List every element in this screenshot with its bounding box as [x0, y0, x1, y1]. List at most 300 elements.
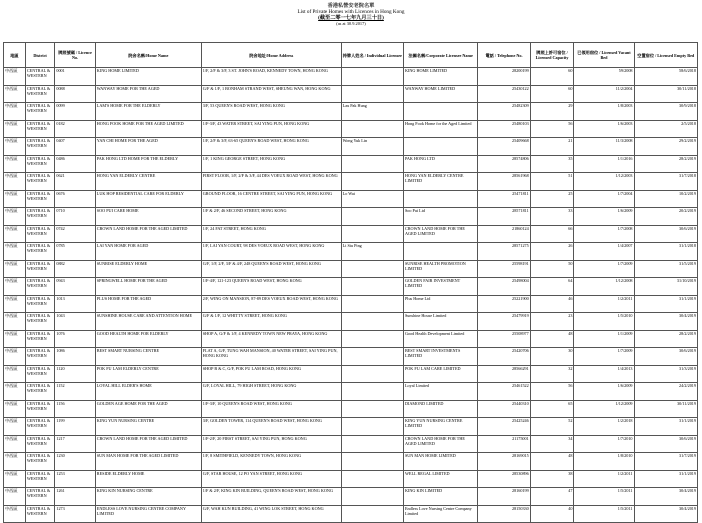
cell-home-name: YAN CHI HOME FOR THE AGED	[95, 138, 201, 156]
cell-home-name: SUN MAN HOME FOR THE AGED LIMITED	[95, 453, 201, 471]
cell-individual-licensee	[341, 208, 403, 226]
cell-licence-no: 1217	[55, 435, 95, 453]
table-row	[4, 68, 698, 86]
cell-home-name: SPRINGWELL HOME FOR THE AGED	[95, 278, 201, 296]
cell-licence-no: 0088	[55, 85, 95, 103]
cell-licensed-capacity: 29	[530, 103, 574, 121]
cell-licence-no: 1253	[55, 470, 95, 488]
cell-licence-no: 1273	[55, 505, 95, 523]
cell-corporate-licensee: Endless Love Nursing Centre Company Limited	[403, 505, 477, 523]
cell-telephone: 25221900	[478, 295, 530, 313]
cell-home-name: KING YUN NURSING CENTRE	[95, 418, 201, 436]
cell-telephone: 28574806	[478, 155, 530, 173]
cell-licensed-empty-bed: 31/3/2019	[634, 365, 697, 383]
table-row	[4, 348, 698, 366]
cell-district-en: CENTRAL & WESTERN	[25, 505, 55, 523]
cell-home-name: HONG FOOK HOME FOR THE AGED LIMITED	[95, 120, 201, 138]
cell-home-address: 3/F, 53 QUEEN'S ROAD WEST, HONG KONG	[201, 103, 341, 121]
cell-individual-licensee	[341, 470, 403, 488]
cell-corporate-licensee	[403, 138, 477, 156]
cell-licensed-capacity: 50	[530, 260, 574, 278]
cell-corporate-licensee: KING HOME LIMITED	[403, 68, 477, 86]
cell-home-name: LAI YAN HOME FOR AGED	[95, 243, 201, 261]
cell-district-en: CENTRAL & WESTERN	[25, 330, 55, 348]
cell-licensed-vacant-bed: 1/2/2011	[574, 470, 634, 488]
cell-home-address: 1/F, 1 KING GEORGE STREET, HONG KONG	[201, 155, 341, 173]
cell-telephone: 25430122	[478, 85, 530, 103]
cell-individual-licensee	[341, 400, 403, 418]
cell-district-zh: 中西區	[4, 383, 26, 401]
cell-licensed-vacant-bed: 1/12/2003	[574, 173, 634, 191]
cell-licence-no: 1152	[55, 383, 95, 401]
cell-district-zh: 中西區	[4, 278, 26, 296]
cell-district-en: CENTRAL & WESTERN	[25, 348, 55, 366]
cell-district-zh: 中西區	[4, 243, 26, 261]
cell-home-address: FIRST FLOOR, 1/F, 2/F & 3/F, 44 DES VOEUX ROAD WEST, HONG KONG	[201, 173, 341, 191]
cell-home-name: LOYAL HILL ELDER'S HOME	[95, 383, 201, 401]
cell-licensed-vacant-bed: 1/8/2010	[574, 453, 634, 471]
cell-home-address: 2/F, WING ON MANSION, 87-89 DES VOEUX ROAD WEST, HONG KONG	[201, 295, 341, 313]
cell-licensed-vacant-bed: 1/7/2004	[574, 190, 634, 208]
table-row	[4, 383, 698, 401]
table-row	[4, 400, 698, 418]
cell-licensed-empty-bed: 20/2/2019	[634, 208, 697, 226]
cell-home-address: G/F, LOYAL HILL, 79 HIGH STREET, HONG KONG	[201, 383, 341, 401]
table-header-row	[4, 43, 698, 68]
cell-corporate-licensee: Good Health Development Limited	[403, 330, 477, 348]
cell-licence-no: 1043	[55, 313, 95, 331]
cell-district-en: CENTRAL & WESTERN	[25, 278, 55, 296]
cell-telephone: 28566291	[478, 365, 530, 383]
cell-licence-no: 0785	[55, 243, 95, 261]
cell-licensed-vacant-bed: 1/5/2011	[574, 488, 634, 506]
title-chinese: 香港私營安老院名單	[327, 3, 375, 9]
cell-individual-licensee	[341, 120, 403, 138]
cell-home-address: 1/F, 24 FAT STREET, HONG KONG	[201, 225, 341, 243]
cell-telephone: 25598191	[478, 260, 530, 278]
cell-home-name: KING KIN NURSING CENTRE	[95, 488, 201, 506]
table-row	[4, 313, 698, 331]
cell-licence-no: 1261	[55, 488, 95, 506]
cell-licensed-capacity: 60	[530, 85, 574, 103]
document-header	[0, 3, 702, 27]
cell-district-zh: 中西區	[4, 85, 26, 103]
cell-licensed-vacant-bed: 1/5/2010	[574, 313, 634, 331]
cell-licence-no: 0621	[55, 173, 95, 191]
cell-district-zh: 中西區	[4, 138, 26, 156]
cell-district-zh: 中西區	[4, 400, 26, 418]
cell-district-en: CENTRAL & WESTERN	[25, 138, 55, 156]
cell-licence-no: 1199	[55, 418, 95, 436]
cell-licensed-capacity: 38	[530, 470, 574, 488]
cell-licensed-empty-bed: 30/6/2019	[634, 348, 697, 366]
column-header: 牌照上許可宿位 / Licensed Capacity	[530, 43, 574, 68]
cell-district-zh: 中西區	[4, 225, 26, 243]
cell-telephone: 25425246	[478, 418, 530, 436]
cell-corporate-licensee: Loyal Limited	[403, 383, 477, 401]
column-header: 牌照號碼 / Licence No.	[55, 43, 95, 68]
cell-home-address: G/F, 1/F, 2/F, 3/F & 4/F, 248 QUEEN'S ROAD WEST, HONG KONG	[201, 260, 341, 278]
cell-licensed-capacity: 40	[530, 505, 574, 523]
cell-corporate-licensee: CROWN LAND HOME FOR THE AGED LIMITED	[403, 225, 477, 243]
cell-licensed-capacity: 26	[530, 243, 574, 261]
cell-home-address: 1/F, 8 SMITHFIELD, KENNEDY TOWN, HONG KONG	[201, 453, 341, 471]
cell-licence-no: 1076	[55, 330, 95, 348]
table-row	[4, 208, 698, 226]
cell-licensed-capacity: 23	[530, 313, 574, 331]
cell-individual-licensee	[341, 85, 403, 103]
cell-district-en: CENTRAL & WESTERN	[25, 400, 55, 418]
cell-licensed-empty-bed: 31/1/2018	[634, 243, 697, 261]
table-row	[4, 85, 698, 103]
cell-district-zh: 中西區	[4, 418, 26, 436]
cell-individual-licensee	[341, 260, 403, 278]
cell-individual-licensee	[341, 225, 403, 243]
cell-telephone: 28561968	[478, 173, 530, 191]
table-row	[4, 330, 698, 348]
cell-licensed-vacant-bed: 1/12/2008	[574, 278, 634, 296]
cell-corporate-licensee: CROWN LAND HOME FOR THE AGED LIMITED	[403, 435, 477, 453]
cell-licensed-empty-bed: 30/9/2018	[634, 103, 697, 121]
cell-licence-no: 0182	[55, 120, 95, 138]
cell-individual-licensee	[341, 295, 403, 313]
cell-licensed-empty-bed: 31/7/2019	[634, 453, 697, 471]
cell-individual-licensee: Lau Pak Hung	[341, 103, 403, 121]
table-row	[4, 225, 698, 243]
cell-home-address: G/F, WAH KUN BUILDING, 41 WING LOK STREET, HONG KONG	[201, 505, 341, 523]
table-row	[4, 470, 698, 488]
cell-home-name: GOLDEN AGE HOME FOR THE AGED	[95, 400, 201, 418]
cell-district-zh: 中西區	[4, 120, 26, 138]
cell-telephone: 28530896	[478, 470, 530, 488]
cell-individual-licensee: Lo Wai	[341, 190, 403, 208]
cell-licence-no: 1086	[55, 348, 95, 366]
cell-individual-licensee	[341, 453, 403, 471]
cell-licensed-empty-bed: 2/5/2018	[634, 120, 697, 138]
cell-licensed-vacant-bed: 1/1/2016	[574, 155, 634, 173]
cell-district-zh: 中西區	[4, 155, 26, 173]
cell-licensed-vacant-bed: 11/3/2008	[574, 138, 634, 156]
cell-licensed-capacity: 66	[530, 225, 574, 243]
cell-district-zh: 中西區	[4, 435, 26, 453]
cell-district-zh: 中西區	[4, 208, 26, 226]
column-header: District	[25, 43, 55, 68]
cell-telephone: 25461522	[478, 383, 530, 401]
cell-individual-licensee	[341, 348, 403, 366]
cell-corporate-licensee: Hong Fook Home for the Aged Limited	[403, 120, 477, 138]
cell-district-en: CENTRAL & WESTERN	[25, 470, 55, 488]
cell-licensed-empty-bed: 31/1/2019	[634, 470, 697, 488]
cell-licensed-capacity: 30	[530, 348, 574, 366]
cell-district-zh: 中西區	[4, 488, 26, 506]
date-english: (as at 30.9.2017)	[336, 21, 366, 26]
cell-licensed-vacant-bed: 1/8/2003	[574, 103, 634, 121]
cell-individual-licensee	[341, 488, 403, 506]
cell-licensed-empty-bed: 58/6/2018	[634, 68, 697, 86]
cell-corporate-licensee: WANWAY HOME LIMITED	[403, 85, 477, 103]
cell-licensed-capacity: 48	[530, 330, 574, 348]
cell-telephone: 25420706	[478, 348, 530, 366]
cell-telephone: 21860124	[478, 225, 530, 243]
cell-licensed-empty-bed: 30/4/2019	[634, 313, 697, 331]
cell-licensed-empty-bed: 30/6/2019	[634, 435, 697, 453]
cell-individual-licensee	[341, 330, 403, 348]
cell-corporate-licensee: KING YUN NURSING CENTRE LIMITED	[403, 418, 477, 436]
cell-home-address: FLAT A, G/F, TUNG WAH MANSION, 40 WATER STREET, SAI YING PUN, HONG KONG	[201, 348, 341, 366]
cell-corporate-licensee: Plus Home Ltd	[403, 295, 477, 313]
cell-licensed-vacant-bed: 1/5/2011	[574, 505, 634, 523]
cell-district-en: CENTRAL & WESTERN	[25, 85, 55, 103]
table-row	[4, 295, 698, 313]
table-row	[4, 260, 698, 278]
cell-corporate-licensee: WELL REGAL LIMITED	[403, 470, 477, 488]
column-header: 空置宿位 / Licensed Empty Bed	[634, 43, 697, 68]
cell-home-name: HONG YAN ELDERLY CENTRE	[95, 173, 201, 191]
cell-licensed-empty-bed: 10/2/2019	[634, 190, 697, 208]
cell-individual-licensee	[341, 365, 403, 383]
cell-licensed-capacity: 34	[530, 435, 574, 453]
cell-licence-no: 0099	[55, 103, 95, 121]
cell-home-name: ENDLESS LOVE NURSING CENTRE COMPANY LIMITED	[95, 505, 201, 523]
cell-licensed-empty-bed: 29/2/2019	[634, 138, 697, 156]
cell-licence-no: 1230	[55, 453, 95, 471]
cell-licence-no: 0882	[55, 260, 95, 278]
table-row	[4, 243, 698, 261]
cell-district-zh: 中西區	[4, 103, 26, 121]
cell-licensed-empty-bed: 30/6/2019	[634, 225, 697, 243]
cell-home-address: SHOP B & C, G/F, POK FU LAM ROAD, HONG KONG	[201, 365, 341, 383]
cell-licensed-vacant-bed: 1/1/2009	[574, 330, 634, 348]
cell-telephone: 25480103	[478, 120, 530, 138]
cell-district-en: CENTRAL & WESTERN	[25, 173, 55, 191]
cell-licensed-capacity: 47	[530, 488, 574, 506]
cell-district-en: CENTRAL & WESTERN	[25, 313, 55, 331]
cell-home-address: 1/F-4/F, 121-123 QUEEN'S ROAD WEST, HONG KONG	[201, 278, 341, 296]
cell-telephone: 28160199	[478, 488, 530, 506]
cell-home-name: PAK HONG LTD HOME FOR THE ELDERLY	[95, 155, 201, 173]
cell-licensed-empty-bed: 31/5/2019	[634, 260, 697, 278]
cell-licensed-capacity: 33	[530, 208, 574, 226]
cell-district-en: CENTRAL & WESTERN	[25, 260, 55, 278]
cell-district-en: CENTRAL & WESTERN	[25, 120, 55, 138]
cell-licence-no: 1156	[55, 400, 95, 418]
cell-licensed-capacity: 56	[530, 120, 574, 138]
cell-telephone: 28200199	[478, 68, 530, 86]
cell-home-address: 1/F, 2/F & 3/F, 3 ST. JOHN'S ROAD, KENNEDY TOWN, HONG KONG	[201, 68, 341, 86]
cell-licensed-vacant-bed: 59/2008	[574, 68, 634, 86]
cell-individual-licensee	[341, 278, 403, 296]
cell-district-zh: 中西區	[4, 68, 26, 86]
homes-table	[3, 42, 698, 523]
cell-district-zh: 中西區	[4, 173, 26, 191]
cell-telephone: 25482309	[478, 103, 530, 121]
cell-licensed-capacity: 46	[530, 295, 574, 313]
column-header: 持牌人姓名 / Individual Licensee	[341, 43, 403, 68]
cell-licensed-capacity: 51	[530, 173, 574, 191]
cell-district-zh: 中西區	[4, 348, 26, 366]
cell-licensed-vacant-bed: 1/6/2003	[574, 120, 634, 138]
cell-licence-no: 0486	[55, 155, 95, 173]
cell-individual-licensee	[341, 383, 403, 401]
column-header: 院舍名稱/Home Name	[95, 43, 201, 68]
cell-district-en: CENTRAL & WESTERN	[25, 155, 55, 173]
cell-telephone: 25471811	[478, 190, 530, 208]
cell-home-name: SUNRISE ELDERLY HOME	[95, 260, 201, 278]
column-header: 法團名稱/Corporate Licensee Name	[403, 43, 477, 68]
cell-district-en: CENTRAL & WESTERN	[25, 225, 55, 243]
cell-home-name: SUNSHINE HOUSE CARE AND ATTENTION HOME	[95, 313, 201, 331]
cell-licensed-capacity: 56	[530, 383, 574, 401]
cell-licensed-capacity: 25	[530, 190, 574, 208]
cell-licensed-capacity: 60	[530, 68, 574, 86]
cell-home-name: POK FU LAM ELDERLY CENTRE	[95, 365, 201, 383]
cell-corporate-licensee: BEST SMART INVESTMENTS LIMITED	[403, 348, 477, 366]
cell-corporate-licensee: Soo Pui Ltd	[403, 208, 477, 226]
table-row	[4, 505, 698, 523]
cell-home-address: G/F & 1/F, 12 WHITTY STREET, HONG KONG	[201, 313, 341, 331]
cell-individual-licensee	[341, 173, 403, 191]
cell-licensed-vacant-bed: 1/4/2007	[574, 243, 634, 261]
cell-district-zh: 中西區	[4, 453, 26, 471]
cell-licensed-vacant-bed: 1/4/2013	[574, 365, 634, 383]
cell-individual-licensee	[341, 155, 403, 173]
cell-corporate-licensee: SUN MAN HOME LIMITED	[403, 453, 477, 471]
cell-licensed-capacity: 35	[530, 155, 574, 173]
cell-licensed-empty-bed: 31/7/2018	[634, 173, 697, 191]
column-header: 已領用宿位 / Licensed Vacant Bed	[574, 43, 634, 68]
cell-corporate-licensee: GOLDEN FAIR INVESTMENT LIMITED	[403, 278, 477, 296]
cell-corporate-licensee	[403, 190, 477, 208]
cell-district-en: CENTRAL & WESTERN	[25, 365, 55, 383]
cell-licensed-capacity: 21	[530, 138, 574, 156]
cell-district-en: CENTRAL & WESTERN	[25, 208, 55, 226]
table-row	[4, 173, 698, 191]
cell-district-zh: 中西區	[4, 470, 26, 488]
cell-corporate-licensee	[403, 103, 477, 121]
cell-corporate-licensee	[403, 243, 477, 261]
cell-district-en: CENTRAL & WESTERN	[25, 453, 55, 471]
cell-telephone: 28150330	[478, 505, 530, 523]
table-row	[4, 365, 698, 383]
table-row	[4, 435, 698, 453]
table-row	[4, 453, 698, 471]
cell-home-address: SHOP A, G/F & 1/F, 4 KENNEDY TOWN NEW PRAYA, HONG KONG	[201, 330, 341, 348]
cell-district-en: CENTRAL & WESTERN	[25, 383, 55, 401]
date-chinese: (截至二零一七年九月三十日)	[318, 15, 384, 21]
cell-district-en: CENTRAL & WESTERN	[25, 68, 55, 86]
cell-licensed-empty-bed: 28/2/2019	[634, 330, 697, 348]
cell-district-en: CENTRAL & WESTERN	[25, 190, 55, 208]
cell-district-zh: 中西區	[4, 295, 26, 313]
cell-individual-licensee	[341, 68, 403, 86]
cell-district-en: CENTRAL & WESTERN	[25, 243, 55, 261]
title-english: List of Private Homes with Licences in Hong Kong	[297, 9, 405, 15]
cell-home-address: G/F, STAR HOUSE, 12 PO YAN STREET, HONG KONG	[201, 470, 341, 488]
cell-district-zh: 中西區	[4, 190, 26, 208]
cell-licensed-capacity: 52	[530, 418, 574, 436]
cell-licence-no: 0001	[55, 68, 95, 86]
cell-district-en: CENTRAL & WESTERN	[25, 295, 55, 313]
cell-licensed-empty-bed: 24/2/2019	[634, 383, 697, 401]
column-header: 院舍地址/Home Address	[201, 43, 341, 68]
cell-individual-licensee: Li Siu Ping	[341, 243, 403, 261]
cell-home-address: 1/F, 2/F & 3/F, 63-65 QUEEN'S ROAD WEST, HONG KONG	[201, 138, 341, 156]
cell-licence-no: 0676	[55, 190, 95, 208]
cell-licensed-vacant-bed: 1/6/2009	[574, 208, 634, 226]
cell-licensed-empty-bed: 30/11/2019	[634, 400, 697, 418]
cell-corporate-licensee: DIAMOND LIMITED	[403, 400, 477, 418]
cell-licensed-capacity: 65	[530, 400, 574, 418]
cell-telephone: 25409668	[478, 138, 530, 156]
cell-licensed-empty-bed: 30/4/2019	[634, 505, 697, 523]
table-row	[4, 120, 698, 138]
cell-licensed-empty-bed: 31/10/2019	[634, 278, 697, 296]
cell-corporate-licensee: SUNRISE HEALTH PROMOTION LIMITED	[403, 260, 477, 278]
cell-licensed-vacant-bed: 11/2/2004	[574, 85, 634, 103]
cell-home-name: KING HOME LIMITED	[95, 68, 201, 86]
cell-licensed-vacant-bed: 1/7/2010	[574, 435, 634, 453]
cell-home-name: LAM'S HOME FOR THE ELDERLY	[95, 103, 201, 121]
cell-home-address: 1/F & 2/F, KING KIN BUILDING, QUEEN'S ROAD WEST, HONG KONG	[201, 488, 341, 506]
table-row	[4, 103, 698, 121]
cell-licensed-capacity: 64	[530, 278, 574, 296]
cell-telephone: 25508977	[478, 330, 530, 348]
cell-district-en: CENTRAL & WESTERN	[25, 418, 55, 436]
cell-corporate-licensee: POK FU LAM CARE LIMITED	[403, 365, 477, 383]
cell-licensed-vacant-bed: 1/7/2009	[574, 348, 634, 366]
cell-licensed-vacant-bed: 1/7/2009	[574, 260, 634, 278]
cell-licence-no: 1013	[55, 295, 95, 313]
cell-telephone: 25479919	[478, 313, 530, 331]
cell-telephone: 25498004	[478, 278, 530, 296]
cell-licence-no: 0742	[55, 225, 95, 243]
cell-district-zh: 中西區	[4, 365, 26, 383]
cell-home-address: GROUND FLOOR, 16 CENTRE STREET, SAI YING PUN, HONG KONG	[201, 190, 341, 208]
cell-home-address: 1/F-2/F, 20 FIRST STREET, SAI YING PUN, HONG KONG	[201, 435, 341, 453]
cell-home-name: LUK HOP RESIDENTIAL CARE FOR ELDERLY	[95, 190, 201, 208]
cell-licensed-empty-bed: 31/1/2019	[634, 295, 697, 313]
cell-district-en: CENTRAL & WESTERN	[25, 435, 55, 453]
column-header: 地區	[4, 43, 26, 68]
table-row	[4, 278, 698, 296]
cell-district-en: CENTRAL & WESTERN	[25, 103, 55, 121]
cell-district-zh: 中西區	[4, 260, 26, 278]
table-row	[4, 155, 698, 173]
cell-licensed-empty-bed: 30/11/2018	[634, 85, 697, 103]
column-header: 電話 / Telephone No.	[478, 43, 530, 68]
cell-home-name: CROWN LAND HOME FOR THE AGED LIMITED	[95, 225, 201, 243]
cell-corporate-licensee: HONG YAN ELDERLY CENTRE LIMITED	[403, 173, 477, 191]
cell-individual-licensee	[341, 313, 403, 331]
cell-licence-no: 1120	[55, 365, 95, 383]
cell-corporate-licensee: Sunshine House Limited	[403, 313, 477, 331]
cell-licensed-vacant-bed: 1/12/2009	[574, 400, 634, 418]
cell-district-zh: 中西區	[4, 313, 26, 331]
cell-individual-licensee	[341, 418, 403, 436]
cell-individual-licensee: Wong Yuk Lin	[341, 138, 403, 156]
cell-home-name: BEST SMART NURSING CENTRE	[95, 348, 201, 366]
cell-individual-licensee	[341, 505, 403, 523]
cell-district-zh: 中西區	[4, 505, 26, 523]
cell-home-address: 3/F, GOLDEN TOWER, 114 QUEEN'S ROAD WEST, HONG KONG	[201, 418, 341, 436]
cell-telephone: 28571811	[478, 208, 530, 226]
cell-licensed-empty-bed: 30/4/2019	[634, 488, 697, 506]
cell-home-name: CROWN LAND HOME FOR THE AGED LIMITED	[95, 435, 201, 453]
cell-home-address: 1/F-3/F, 43 WATER STREET, SAI YING PUN, HONG KONG	[201, 120, 341, 138]
cell-licensed-vacant-bed: 1/7/2008	[574, 225, 634, 243]
cell-licensed-capacity: 48	[530, 453, 574, 471]
cell-home-address: 1/F-3/F, 10 QUEEN'S ROAD WEST, HONG KONG	[201, 400, 341, 418]
